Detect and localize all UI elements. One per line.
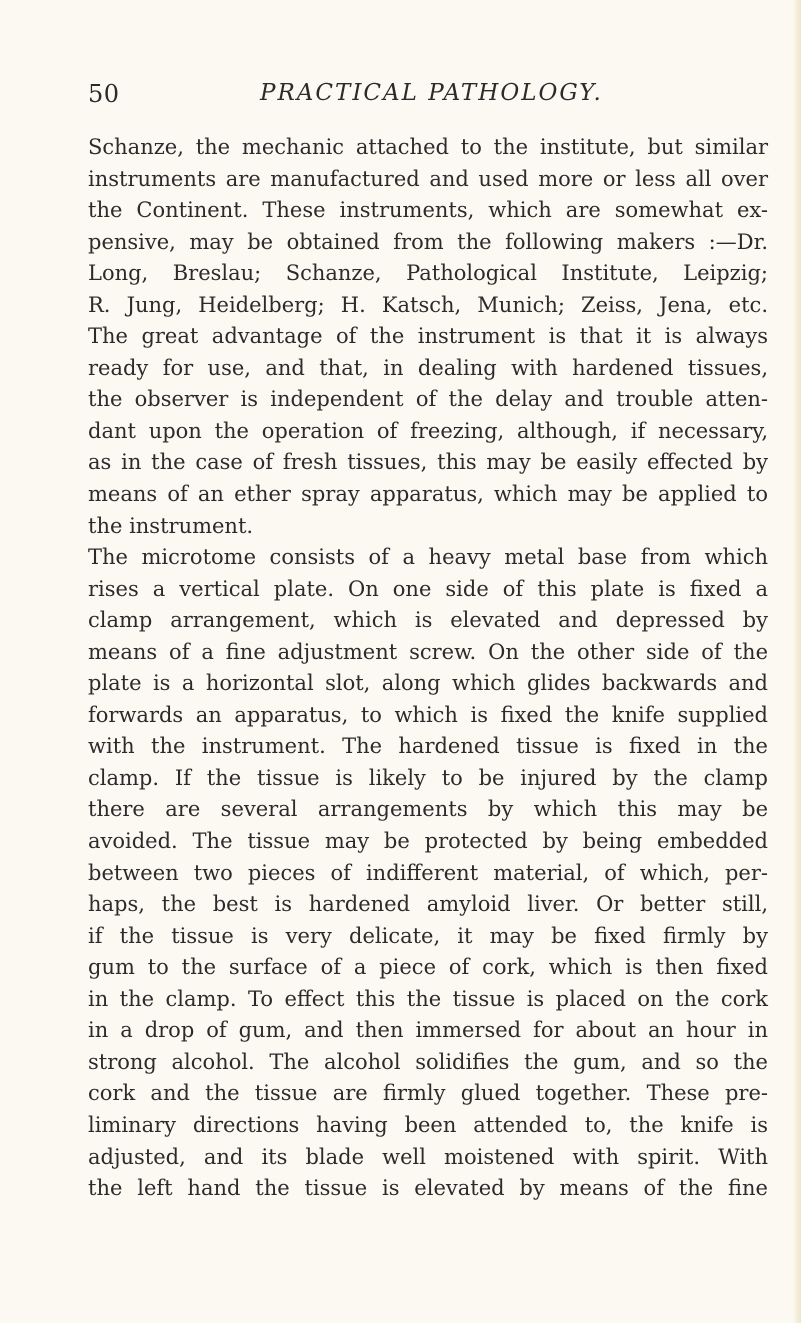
text-line: if the tissue is very delicate, it may be fixed firmly by [88, 923, 768, 948]
text-line: plate is a horizontal slot, along which glides backwards and [88, 671, 768, 696]
text-line: the Continent. These instruments, which are somewhat ex- [88, 198, 768, 223]
text-line: avoided. The tissue may be protected by being embedded [88, 829, 768, 854]
text-line: clamp. If the tissue is likely to be injured by the clamp [88, 765, 768, 790]
text-line: Schanze, the mechanic attached to the institute, but similar [88, 135, 768, 159]
text-line: cork and the tissue are firmly glued together. These pre- [88, 1081, 768, 1106]
text-line: Long, Breslau; Schanze, Pathological Institute, Leipzig; [88, 261, 768, 286]
text-line: adjusted, and its blade well moistened with spirit. With [88, 1144, 768, 1169]
text-line: rises a vertical plate. On one side of this plate is fixed a [88, 576, 768, 601]
page-number: 50 [88, 80, 120, 108]
text-line: ready for use, and that, in dealing with hardened tissues, [88, 355, 768, 380]
text-line: between two pieces of indifferent material, of which, per- [88, 860, 768, 885]
text-line: dant upon the operation of freezing, although, if necessary, [88, 418, 768, 443]
body-text [88, 132, 768, 1205]
text-line: R. Jung, Heidelberg; H. Katsch, Munich; Zeiss, Jena, etc. [88, 292, 768, 317]
text-line: as in the case of fresh tissues, this may be easily effected by [88, 450, 768, 475]
text-line: the observer is independent of the delay and trouble atten- [88, 387, 768, 412]
text-line: clamp arrangement, which is elevated and depressed by [88, 608, 768, 633]
text-line: haps, the best is hardened amyloid liver. Or better still, [88, 892, 768, 917]
text-line: instruments are manufactured and used more or less all over [88, 166, 768, 191]
text-line: strong alcohol. The alcohol solidifies the gum, and so the [88, 1049, 768, 1074]
text-line: gum to the surface of a piece of cork, which is then fixed [88, 955, 768, 980]
text-line: there are several arrangements by which this may be [88, 797, 768, 822]
text-line: The microtome consists of a heavy metal base from which [88, 545, 768, 570]
text-line: in the clamp. To effect this the tissue is placed on the cork [88, 986, 768, 1011]
page-header [88, 80, 768, 114]
text-line: pensive, may be obtained from the following makers :—Dr. [88, 229, 768, 254]
text-line: in a drop of gum, and then immersed for about an hour in [88, 1018, 768, 1043]
text-line: with the instrument. The hardened tissue is fixed in the [88, 734, 768, 759]
text-line: forwards an apparatus, to which is fixed the knife supplied [88, 702, 768, 727]
text-line: means of an ether spray apparatus, which may be applied to [88, 482, 768, 507]
text-line: The great advantage of the instrument is that it is always [88, 324, 768, 349]
running-title: PRACTICAL PATHOLOGY. [260, 80, 603, 106]
page-edge-shadow [793, 0, 801, 1323]
text-line: liminary directions having been attended to, the knife is [88, 1112, 768, 1137]
text-line: the left hand the tissue is elevated by means of the fine [88, 1176, 768, 1201]
text-line: the instrument. [88, 513, 254, 538]
text-line: means of a fine adjustment screw. On the other side of the [88, 639, 768, 664]
